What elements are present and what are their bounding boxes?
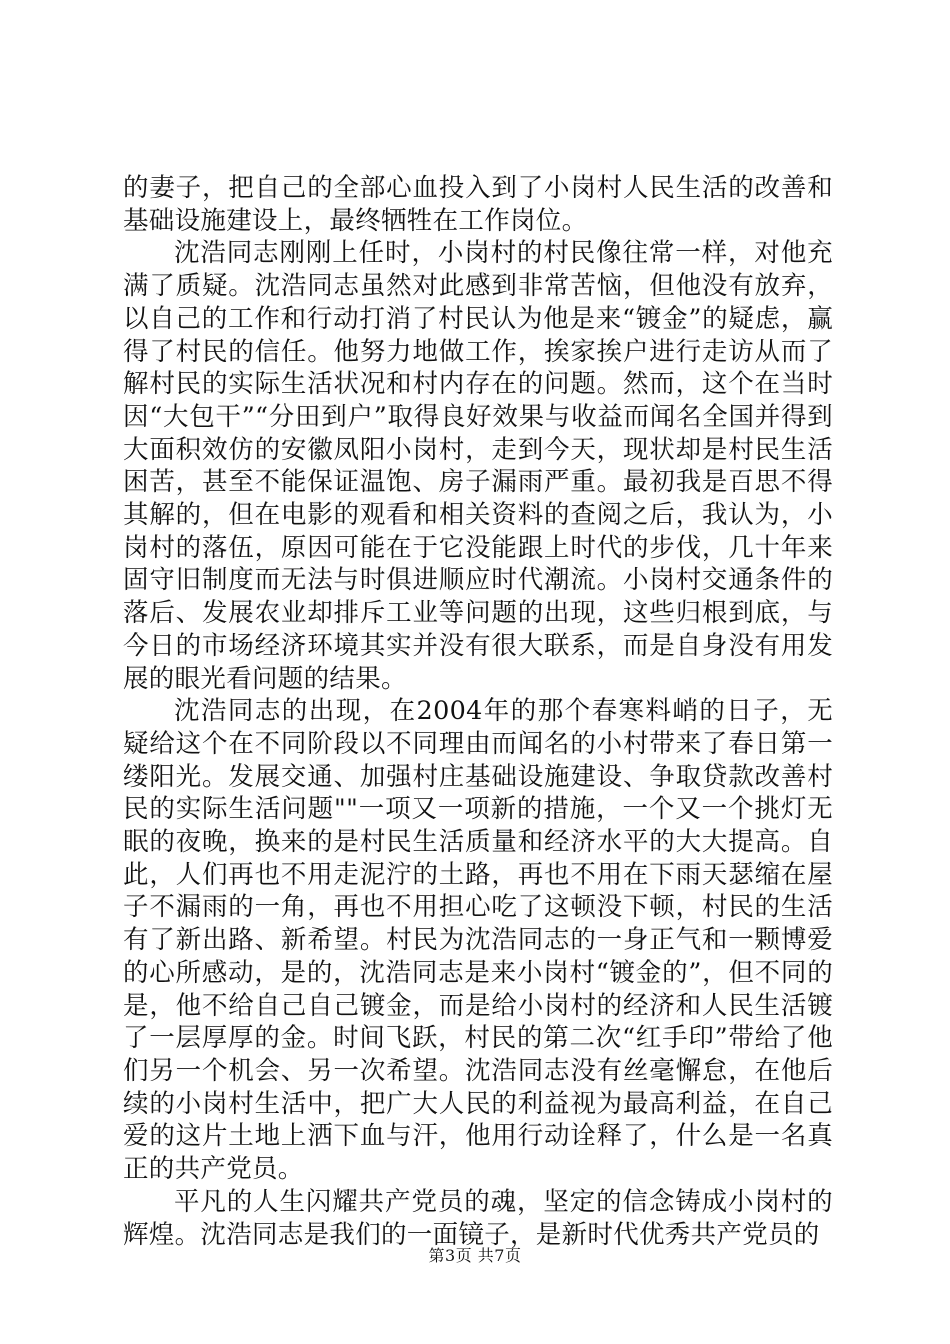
page-footer: 第3页 共7页 [428,1246,522,1265]
paragraph: 平凡的人生闪耀共产党员的魂，坚定的信念铸成小岗村的辉煌。沈浩同志是我们的一面镜子，是新时代优秀共产党员的 [123,1186,833,1250]
body-text [123,172,833,1251]
paragraph: 沈浩同志刚刚上任时，小岗村的村民像往常一样，对他充满了质疑。沈浩同志虽然对此感到非常苦恼，但他没有放弃，以自己的工作和行动打消了村民认为他是来“镀金”的疑虑，赢得了村民的信任。他努力地做工作，挨家挨户进行走访从而了解村民的实际生活状况和村内存在的问题。然而，这个在当时因“大包干”“分田到户”取得良好效果与收益而闻名全国并得到大面积效仿的安徽凤阳小岗村，走到今天，现状却是村民生活困苦，甚至不能保证温饱、房子漏雨严重。最初我是百思不得其解的，但在电影的观看和相关资料的查阅之后，我认为，小岗村的落伍，原因可能在于它没能跟上时代的步伐，几十年来固守旧制度而无法与时俱进顺应时代潮流。小岗村交通条件的落后、发展农业却排斥工业等问题的出现，这些归根到底，与今日的市场经济环境其实并没有很大联系，而是自身没有用发展的眼光看问题的结果。 [123,238,833,694]
paragraph-continuation: 的妻子，把自己的全部心血投入到了小岗村人民生活的改善和基础设施建设上，最终牺牲在工作岗位。 [123,173,833,236]
paragraph: 沈浩同志的出现，在2004年的那个春寒料峭的日子，无疑给这个在不同阶段以不同理由而闻名的小村带来了春日第一缕阳光。发展交通、加强村庄基础设施建设、争取贷款改善村民的实际生活问题""一项又一项新的措施，一个又一个挑灯无眠的夜晚，换来的是村民生活质量和经济水平的大大提高。自此，人们再也不用走泥泞的土路，再也不用在下雨天瑟缩在屋子不漏雨的一角，再也不用担心吃了这顿没下顿，村民的生活有了新出路、新希望。村民为沈浩同志的一身正气和一颗博爱的心所感动，是的，沈浩同志是来小岗村“镀金的”，但不同的是，他不给自己自己镀金，而是给小岗村的经济和人民生活镀了一层厚厚的金。时间飞跃，村民的第二次“红手印”带给了他们另一个机会、另一次希望。沈浩同志没有丝毫懈怠，在他后续的小岗村生活中，把广大人民的利益视为最高利益，在自己爱的这片土地上洒下血与汗，他用行动诠释了，什么是一名真正的共产党员。 [123,696,833,1185]
